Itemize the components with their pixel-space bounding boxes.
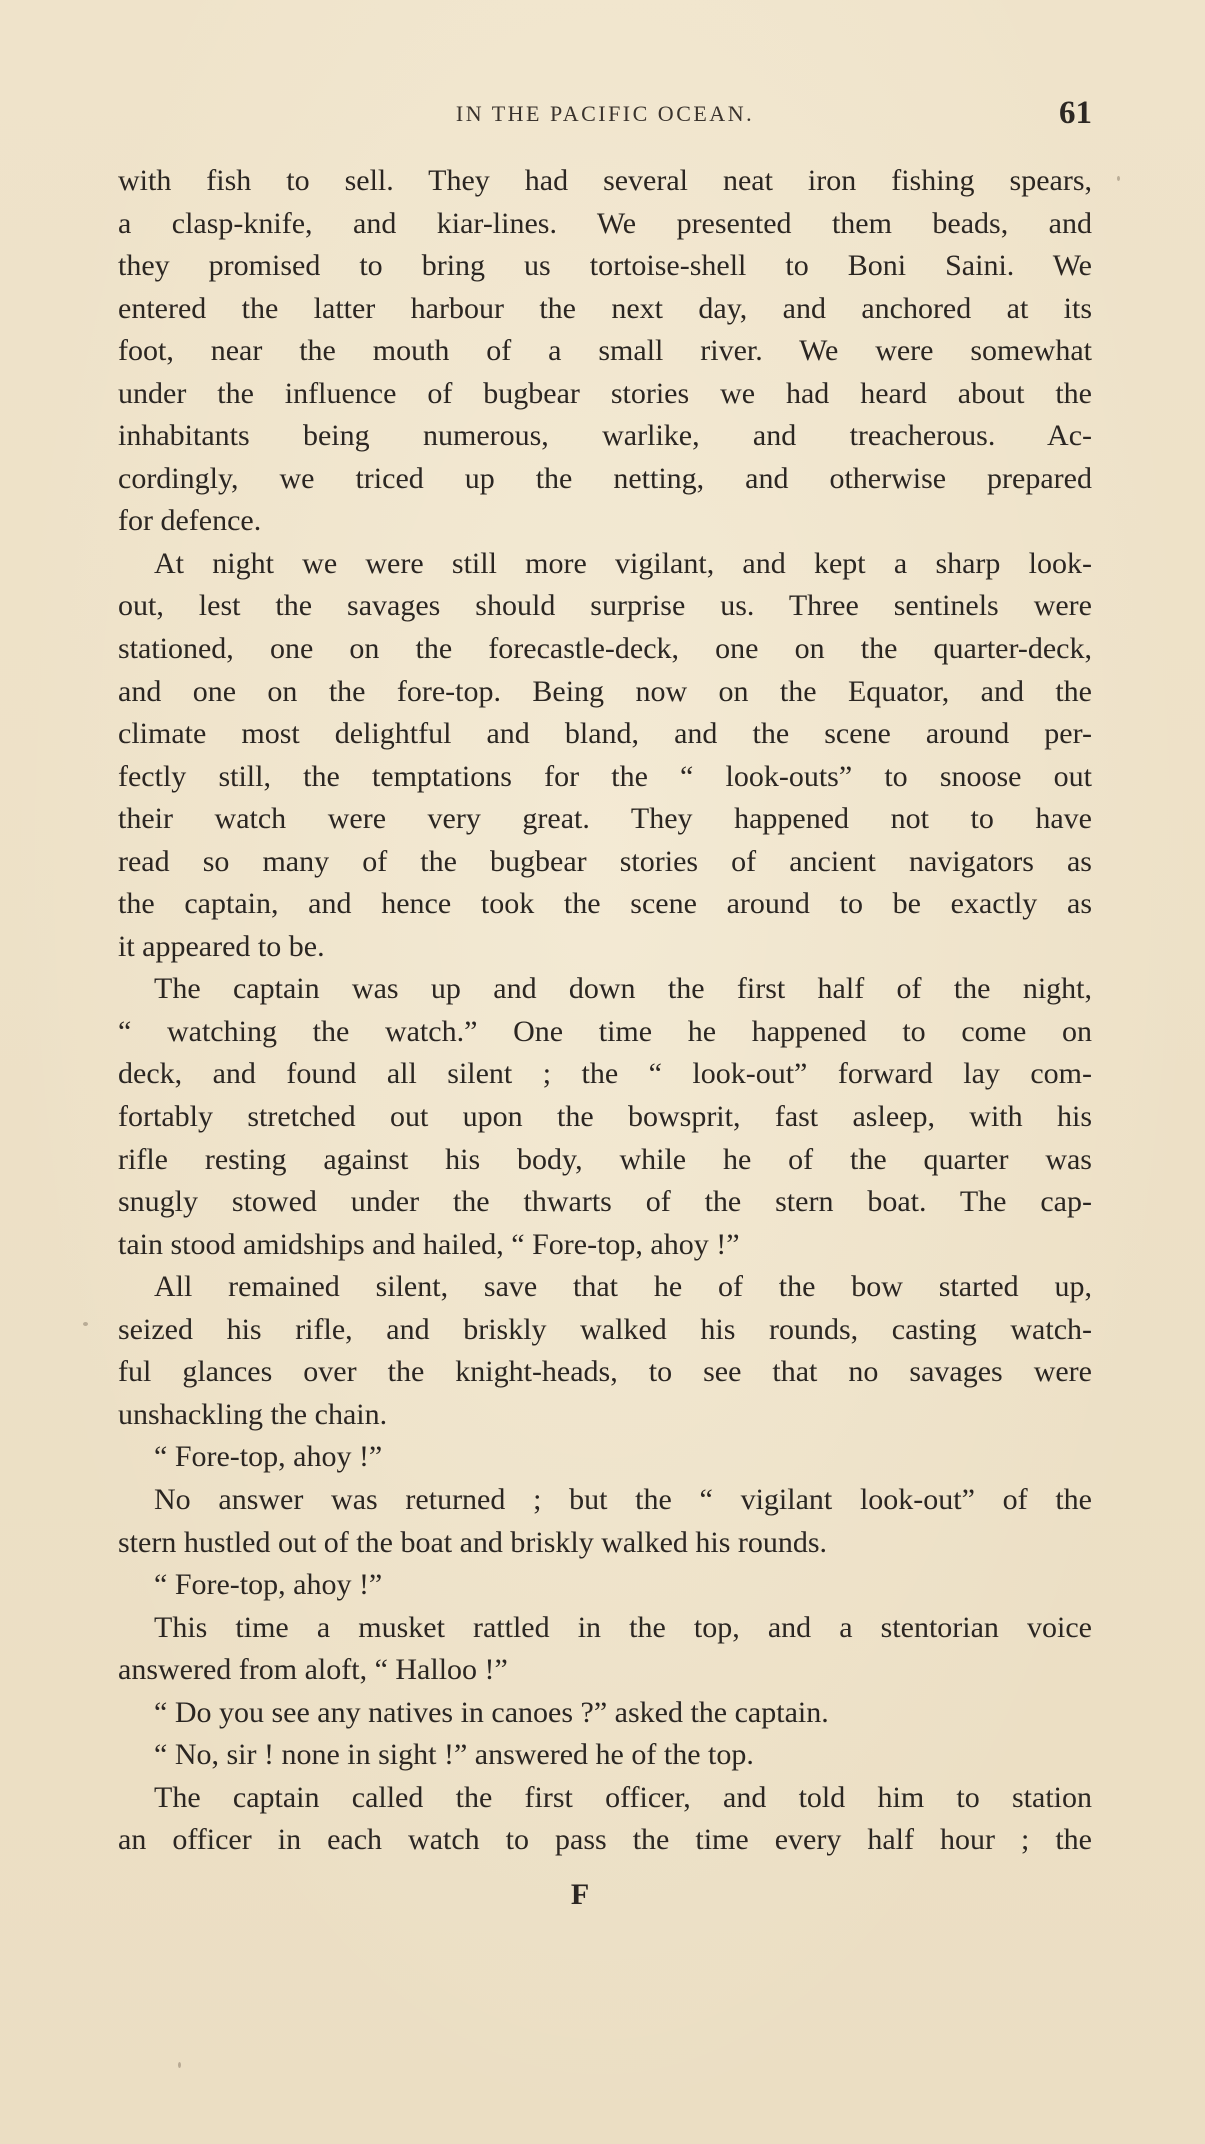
text-line: “ Fore-top, ahoy !” xyxy=(154,1568,383,1602)
text-line: This time a musket rattled in the top, and a stentorian voice xyxy=(154,1610,1092,1644)
text-line: unshackling the chain. xyxy=(118,1397,388,1431)
text-line: fectly still, the temptations for the “ look-outs” to snoose out xyxy=(118,759,1092,793)
text-line: foot, near the mouth of a small river. We were somewhat xyxy=(118,334,1092,368)
text-line: rifle resting against his body, while he of the quarter was xyxy=(118,1142,1092,1176)
running-head xyxy=(118,97,1092,137)
text-line: climate most delightful and bland, and the scene around per- xyxy=(118,717,1092,751)
text-line: with fish to sell. They had several neat iron fishing spears, xyxy=(118,164,1092,197)
paper-speck xyxy=(178,2062,181,2068)
text-line: “ No, sir ! none in sight !” answered he of the top. xyxy=(154,1738,754,1772)
paper-speck xyxy=(1117,176,1120,181)
text-line: their watch were very great. They happened not to have xyxy=(118,802,1092,836)
body-text xyxy=(118,160,1092,1862)
text-line: All remained silent, save that he of the bow started up, xyxy=(154,1270,1092,1304)
paper-speck xyxy=(83,1322,88,1326)
text-line: snugly stowed under the thwarts of the stern boat. The cap- xyxy=(118,1185,1092,1219)
text-line: seized his rifle, and briskly walked his rounds, casting watch- xyxy=(118,1312,1092,1346)
text-line: a clasp-knife, and kiar-lines. We presented them beads, and xyxy=(118,206,1092,240)
text-line: tain stood amidships and hailed, “ Fore-top, ahoy !” xyxy=(118,1227,740,1261)
text-line: ful glances over the knight-heads, to see that no savages were xyxy=(118,1355,1092,1389)
text-line: cordingly, we triced up the netting, and otherwise prepared xyxy=(118,461,1092,495)
text-line: and one on the fore-top. Being now on the Equator, and the xyxy=(118,674,1092,708)
text-line: out, lest the savages should surprise us. Three sentinels were xyxy=(118,589,1092,623)
text-line: The captain was up and down the first half of the night, xyxy=(154,972,1092,1006)
text-line: for defence. xyxy=(118,504,262,538)
text-line: the captain, and hence took the scene around to be exactly as xyxy=(118,887,1092,921)
text-line: stationed, one on the forecastle-deck, one on the quarter-deck, xyxy=(118,632,1092,666)
text-line: it appeared to be. xyxy=(118,929,325,963)
running-title: IN THE PACIFIC OCEAN. xyxy=(455,101,755,126)
text-line: fortably stretched out upon the bowsprit, fast asleep, with his xyxy=(118,1100,1092,1134)
text-line: stern hustled out of the boat and briskly walked his rounds. xyxy=(118,1525,828,1559)
text-line: read so many of the bugbear stories of ancient navigators as xyxy=(118,844,1092,878)
text-line: under the influence of bugbear stories we had heard about the xyxy=(118,376,1092,410)
text-line: “ Fore-top, ahoy !” xyxy=(154,1440,383,1474)
text-line: At night we were still more vigilant, and kept a sharp look- xyxy=(154,546,1092,580)
text-line: an officer in each watch to pass the time every half hour ; the xyxy=(118,1823,1092,1857)
text-line: “ watching the watch.” One time he happened to come on xyxy=(118,1014,1092,1048)
text-line: The captain called the first officer, and told him to station xyxy=(154,1780,1092,1814)
text-line: deck, and found all silent ; the “ look-out” forward lay com- xyxy=(118,1057,1092,1091)
text-line: No answer was returned ; but the “ vigilant look-out” of the xyxy=(154,1482,1092,1516)
page-number: 61 xyxy=(1059,95,1092,131)
signature-mark: F xyxy=(570,1878,590,1911)
text-line: “ Do you see any natives in canoes ?” asked the captain. xyxy=(154,1695,829,1729)
text-line: they promised to bring us tortoise-shell to Boni Saini. We xyxy=(118,249,1092,283)
text-line: inhabitants being numerous, warlike, and treacherous. Ac- xyxy=(118,419,1092,453)
text-line: answered from aloft, “ Halloo !” xyxy=(118,1653,508,1687)
text-line: entered the latter harbour the next day, and anchored at its xyxy=(118,291,1092,325)
